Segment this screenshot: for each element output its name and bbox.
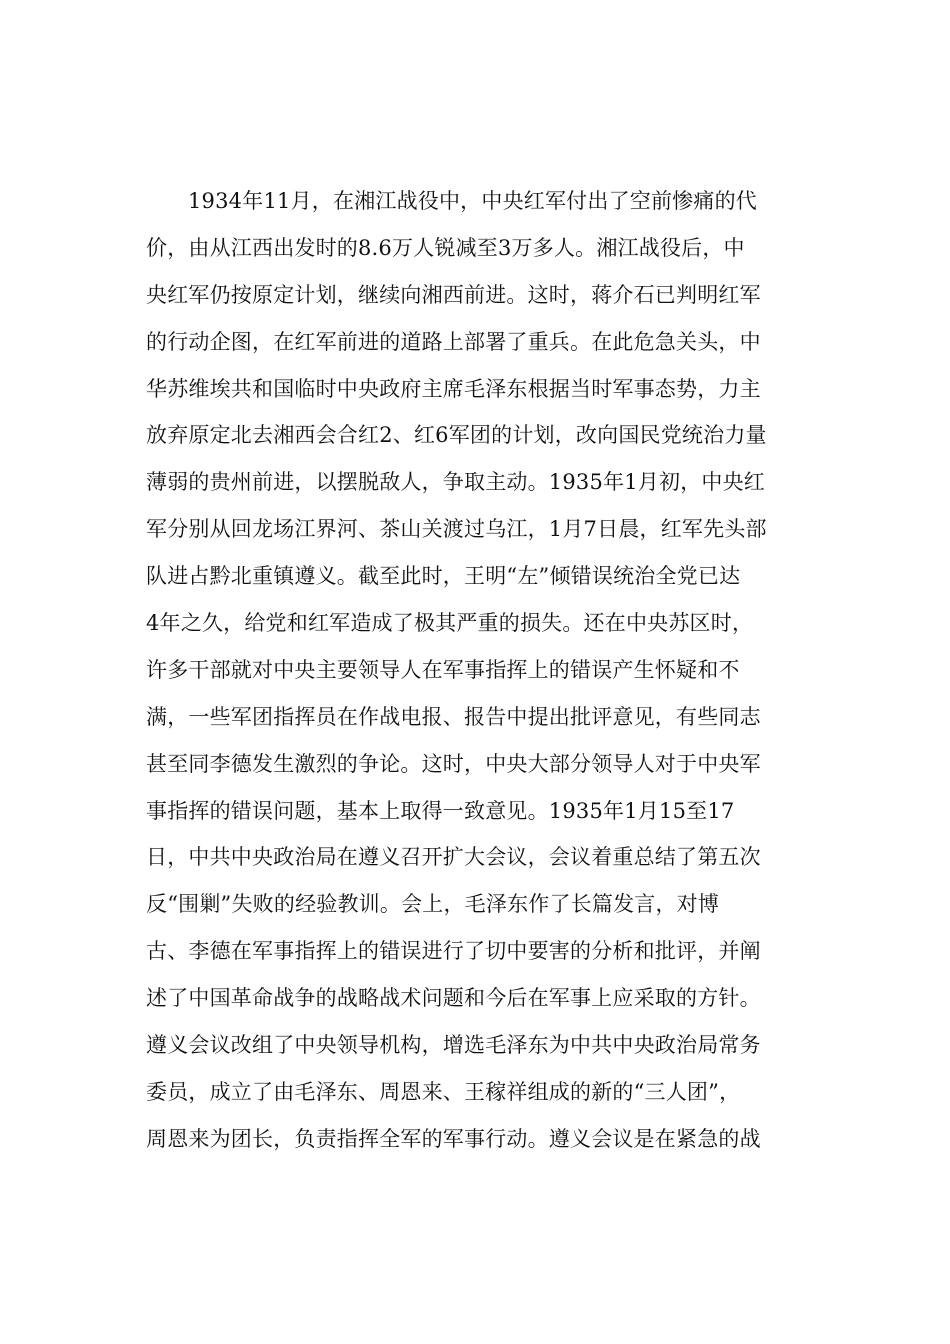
text-line: 的行动企图，在红军前进的道路上部署了重兵。在此危急关头，中 — [146, 329, 761, 354]
text-line: 价，由从江西出发时的8.6万人锐减至3万多人。湘江战役后，中 — [146, 235, 745, 260]
text-line: 队进占黔北重镇遵义。截至此时，王明“左”倾错误统治全党已达 — [146, 564, 741, 589]
text-line: 军分别从回龙场江界河、茶山关渡过乌江，1月7日晨，红军先头部 — [146, 517, 767, 542]
text-line: 述了中国革命战争的战略战术问题和今后在军事上应采取的方针。 — [146, 986, 761, 1011]
text-line: 1934年11月，在湘江战役中，中央红军付出了空前惨痛的代 — [188, 189, 757, 213]
text-line: 日，中共中央政治局在遵义召开扩大会议，会议着重总结了第五次 — [146, 845, 761, 870]
text-line: 薄弱的贵州前进，以摆脱敌人，争取主动。1935年1月初，中央红 — [146, 470, 766, 495]
text-line: 许多干部就对中央主要领导人在军事指挥上的错误产生怀疑和不 — [146, 657, 740, 682]
body-paragraph — [146, 178, 810, 1163]
text-line: 委员，成立了由毛泽东、周恩来、王稼祥组成的新的“三人团”， — [146, 1079, 741, 1104]
text-line: 古、李德在军事指挥上的错误进行了切中要害的分析和批评，并阐 — [146, 939, 761, 964]
text-line: 反“围剿”失败的经验教训。会上，毛泽东作了长篇发言，对博 — [146, 892, 720, 917]
text-line: 事指挥的错误问题，基本上取得一致意见。1935年1月15至17 — [146, 798, 735, 823]
text-line: 甚至同李德发生激烈的争论。这时，中央大部分领导人对于中央军 — [146, 751, 761, 776]
text-line: 华苏维埃共和国临时中央政府主席毛泽东根据当时军事态势，力主 — [146, 376, 761, 401]
text-line: 4年之久，给党和红军造成了极其严重的损失。还在中央苏区时， — [146, 611, 754, 636]
text-line: 央红军仍按原定计划，继续向湘西前进。这时，蒋介石已判明红军 — [146, 282, 761, 307]
text-line: 遵义会议改组了中央领导机构，增选毛泽东为中共中央政治局常务 — [146, 1033, 761, 1058]
text-line: 放弃原定北去湘西会合红2、红6军团的计划，改向国民党统治力量 — [146, 423, 767, 448]
text-line: 满，一些军团指挥员在作战电报、报告中提出批评意见，有些同志 — [146, 704, 761, 729]
text-line: 周恩来为团长，负责指挥全军的军事行动。遵义会议是在紧急的战 — [146, 1126, 761, 1151]
